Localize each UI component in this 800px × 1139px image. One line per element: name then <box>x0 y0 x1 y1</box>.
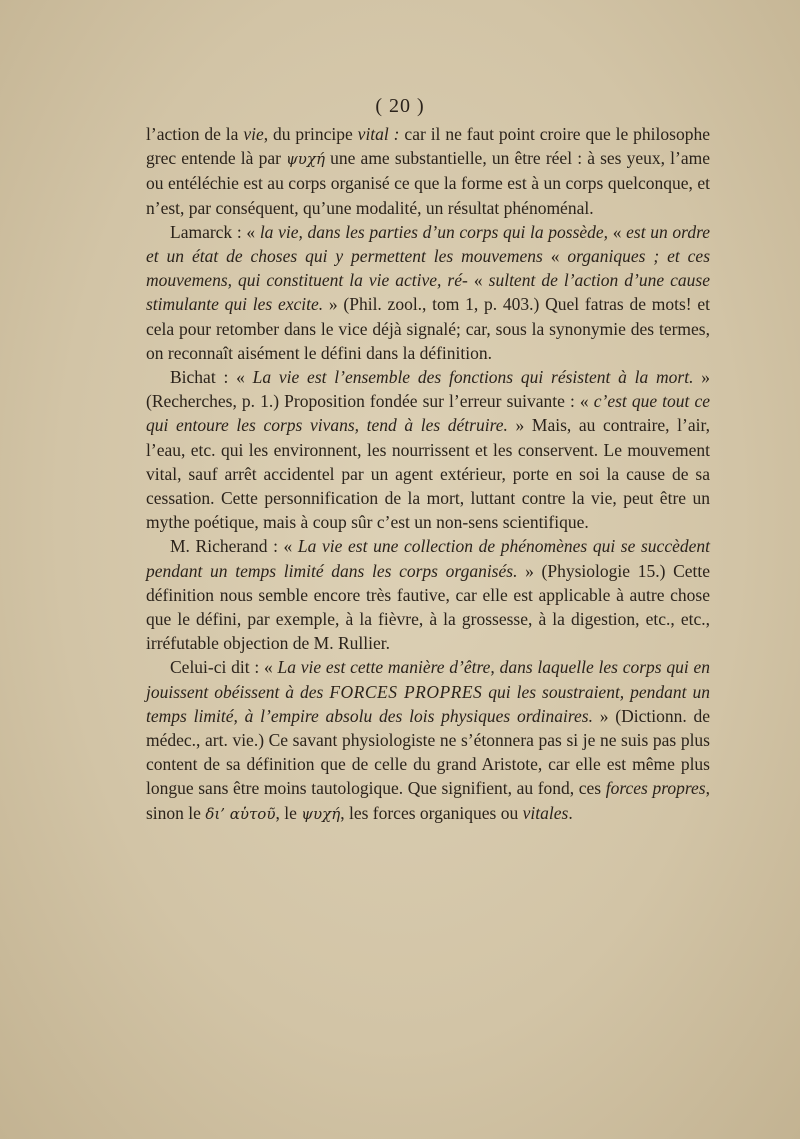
quote-italic: est un ordre et un état de choses qui y permettent les mouvemens <box>146 221 711 267</box>
text-run: l’action de la <box>146 124 244 144</box>
paragraph-aristotle <box>146 122 710 220</box>
text-run: car il ne faut point croire que le philosophe grec entende là par <box>146 124 710 169</box>
text-run: » Mais, au contraire, l’air, l’eau, etc. qui les environnent, les nourrissent et les conservent. Le mouvement vital, sauf arrêt accidentel par un agent extérieur, porte en soi la cause de sa cessation. Cette personnification de la mort, luttant contre la vie, peut être un mythe poétique, mais à coup sûr c’est un non-sens scientifique. <box>146 415 710 533</box>
text-run: M. Richerand : « <box>170 536 298 557</box>
text-run: » (Recherches, p. 1.) Proposition fondée sur l’erreur suivante : « <box>146 367 710 412</box>
text-run: Lamarck : « <box>170 221 260 242</box>
text-run: , les forces organiques ou <box>340 802 523 823</box>
text-run: » (Phil. zool., tom 1, p. 403.) Quel fatras de mots! et cela pour retomber dans le vice déjà signalé; car, sous la synonymie des termes, on reconnaît aisément le défini dans la définition. <box>146 294 710 363</box>
text-run: » (Dictionn. de médec., art. vie.) Ce savant physiologiste ne s’étonnera pas si je ne suis pas plus content de sa définition que de celle du grand Aristote, car elle est même plus longue sans être moins tautologique. Que signifient, au fond, ces <box>146 705 710 799</box>
greek-word: ψυχή <box>301 804 341 823</box>
text-run: , le <box>275 802 302 823</box>
text-run: » (Physiologie 15.) Cette définition nous semble encore très fautive, car elle est applicable à autre chose que le défini, par exemple, à la fièvre, à la grossesse, à la digestion, etc., etc., irréfutable objection de M. Rullier. <box>146 560 711 654</box>
quote-italic: organiques ; et ces mouvemens, qui constituent la vie active, ré- <box>146 246 711 291</box>
text-run-italic: vie <box>243 124 264 144</box>
paragraph-rullier <box>146 655 710 825</box>
text-run: « <box>542 246 568 267</box>
quote-italic: qui les soustraient, pendant un temps limité, à l’empire absolu des lois physiques ordinaires. <box>146 681 711 726</box>
body-text <box>146 122 710 826</box>
text-run: « <box>467 270 489 291</box>
text-run: , sinon le <box>146 778 710 823</box>
paragraph-lamarck <box>146 220 710 365</box>
greek-word: ψυχή <box>286 150 326 169</box>
text-run: « <box>608 221 627 242</box>
text-run-italic: vital : <box>357 124 400 144</box>
paragraph-richerand <box>146 534 710 655</box>
quote-italic: La vie est l’ensemble des fonctions qui résistent à la mort. <box>252 367 694 388</box>
greek-phrase: δι’ αὑτοῦ <box>205 804 276 823</box>
text-run-italic: vitales <box>522 802 569 823</box>
quote-italic: La vie est cette manière d’être, dans laquelle les corps qui en jouissent obéissent à des <box>146 657 710 702</box>
text-run: Bichat : « <box>170 367 253 388</box>
text-run: . <box>568 802 573 823</box>
quote-italic: La vie est une collection de phénomènes qui se succèdent pendant un temps limité dans les corps organisés. <box>146 536 710 581</box>
page-number: ( 20 ) <box>375 95 425 117</box>
paragraph-bichat <box>146 365 710 534</box>
text-run: une ame substantielle, un être réel : à ses yeux, l’ame ou entéléchie est au corps organisé ce que la forme est à un corps quelconque, et n’est, par conséquent, qu’une modalité, un résultat phénoménal. <box>146 148 710 218</box>
text-run: Celui-ci dit : « <box>170 657 278 678</box>
quote-italic: sultent de l’action d’une cause stimulante qui les excite. <box>146 270 711 315</box>
text-run-italic: forces propres <box>605 778 706 799</box>
text-run: , du principe <box>263 124 358 144</box>
quote-italic: la vie, dans les parties d’un corps qui la possède, <box>259 221 609 242</box>
quote-italic: c’est que tout ce qui entoure les corps vivans, tend à les détruire. <box>146 391 711 436</box>
quote-emphasis: FORCES PROPRES <box>329 681 483 702</box>
